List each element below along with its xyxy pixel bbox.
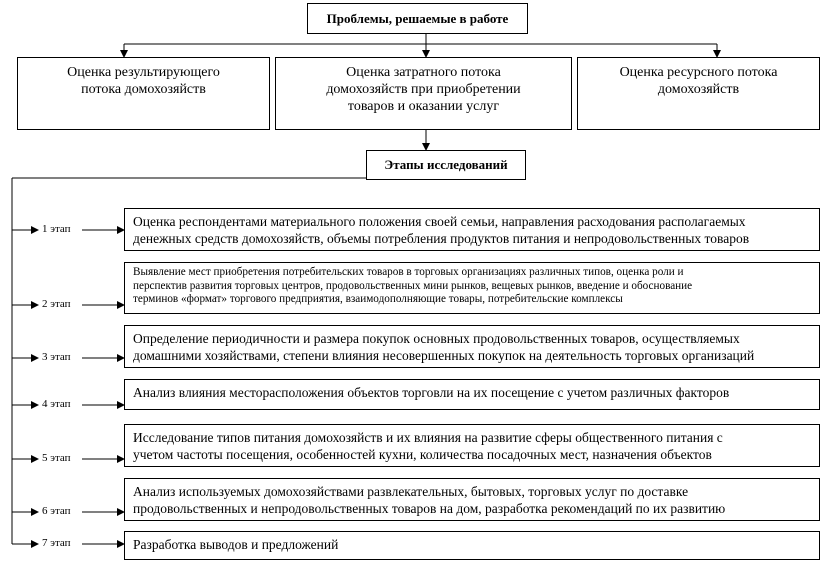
result-flow-line-2: потока домохозяйств (81, 82, 206, 97)
stage-7-label: 7 этап (42, 537, 71, 549)
stage-6-text-line-2: продовольственных и непродовольственных товаров на дом, разработка рекомендаций по их развитию (133, 501, 726, 516)
stage-1-box (124, 208, 820, 251)
stage-4-label: 4 этап (42, 398, 71, 410)
stage-7-box (124, 531, 820, 560)
problems-title: Проблемы, решаемые в работе (326, 11, 509, 26)
stage-7-text-line-1: Разработка выводов и предложений (133, 537, 339, 552)
result-flow-line-1: Оценка результирующего (67, 65, 220, 80)
cost-flow-line-1: Оценка затратного потока (346, 65, 501, 80)
stage-2-text-line-1: Выявление мест приобретения потребительских товаров в торговых организациях различных типов, оценка роли и (133, 266, 684, 278)
stage-4-box (124, 379, 820, 410)
stage-2-text-line-2: перспектив развития торговых центров, продовольственных мини рынков, вещевых рынков, введение и обоснование (133, 279, 693, 292)
stages-title-box (366, 150, 526, 180)
stage-5-text-line-2: учетом частоты посещения, особенностей кухни, количества посадочных мест, назначения объектов (133, 447, 712, 462)
problems-title-box (307, 3, 528, 34)
cost-flow-line-3: товаров и оказании услуг (347, 99, 500, 114)
stage-5-text-line-1: Исследование типов питания домохозяйств и их влияния на развитие сферы общественного питания с (133, 430, 723, 445)
stages-title: Этапы исследований (384, 157, 508, 172)
stage-3-text-line-1: Определение периодичности и размера покупок основных продовольственных товаров, осуществляемых (133, 331, 740, 346)
stage-6-label: 6 этап (42, 505, 71, 517)
stage-5-label: 5 этап (42, 452, 71, 464)
stage-2-label: 2 этап (42, 298, 71, 310)
stage-6-text-line-1: Анализ используемых домохозяйствами развлекательных, бытовых, торговых услуг по доставке (133, 484, 689, 499)
stage-4-text-line-1: Анализ влияния месторасположения объектов торговли на их посещение с учетом различных факторов (133, 385, 730, 400)
result-flow-box (17, 57, 270, 130)
stage-2-box (124, 262, 820, 314)
stage-6-box (124, 478, 820, 521)
resource-flow-line-1: Оценка ресурсного потока (619, 65, 778, 80)
stage-1-text-line-2: денежных средств домохозяйств, объемы потребления продуктов питания и непродовольственных товаров (133, 231, 750, 246)
cost-flow-box (275, 57, 572, 130)
stage-3-box (124, 325, 820, 368)
stage-3-label: 3 этап (42, 351, 71, 363)
stage-5-box (124, 424, 820, 467)
stage-3-text-line-2: домашними хозяйствами, степени влияния несовершенных покупок на деятельность торговых организаций (133, 348, 755, 363)
cost-flow-line-2: домохозяйств при приобретении (326, 82, 521, 97)
stage-2-text-line-3: терминов «формат» торгового предприятия, взаимодополняющие товары, потребительские комплексы (133, 293, 623, 305)
resource-flow-line-2: домохозяйств (657, 82, 740, 97)
resource-flow-box (577, 57, 820, 130)
stage-1-text-line-1: Оценка респондентами материального положения своей семьи, направления расходования располагаемых (133, 214, 746, 229)
stage-1-label: 1 этап (42, 223, 71, 235)
stage-arrows (12, 230, 124, 544)
